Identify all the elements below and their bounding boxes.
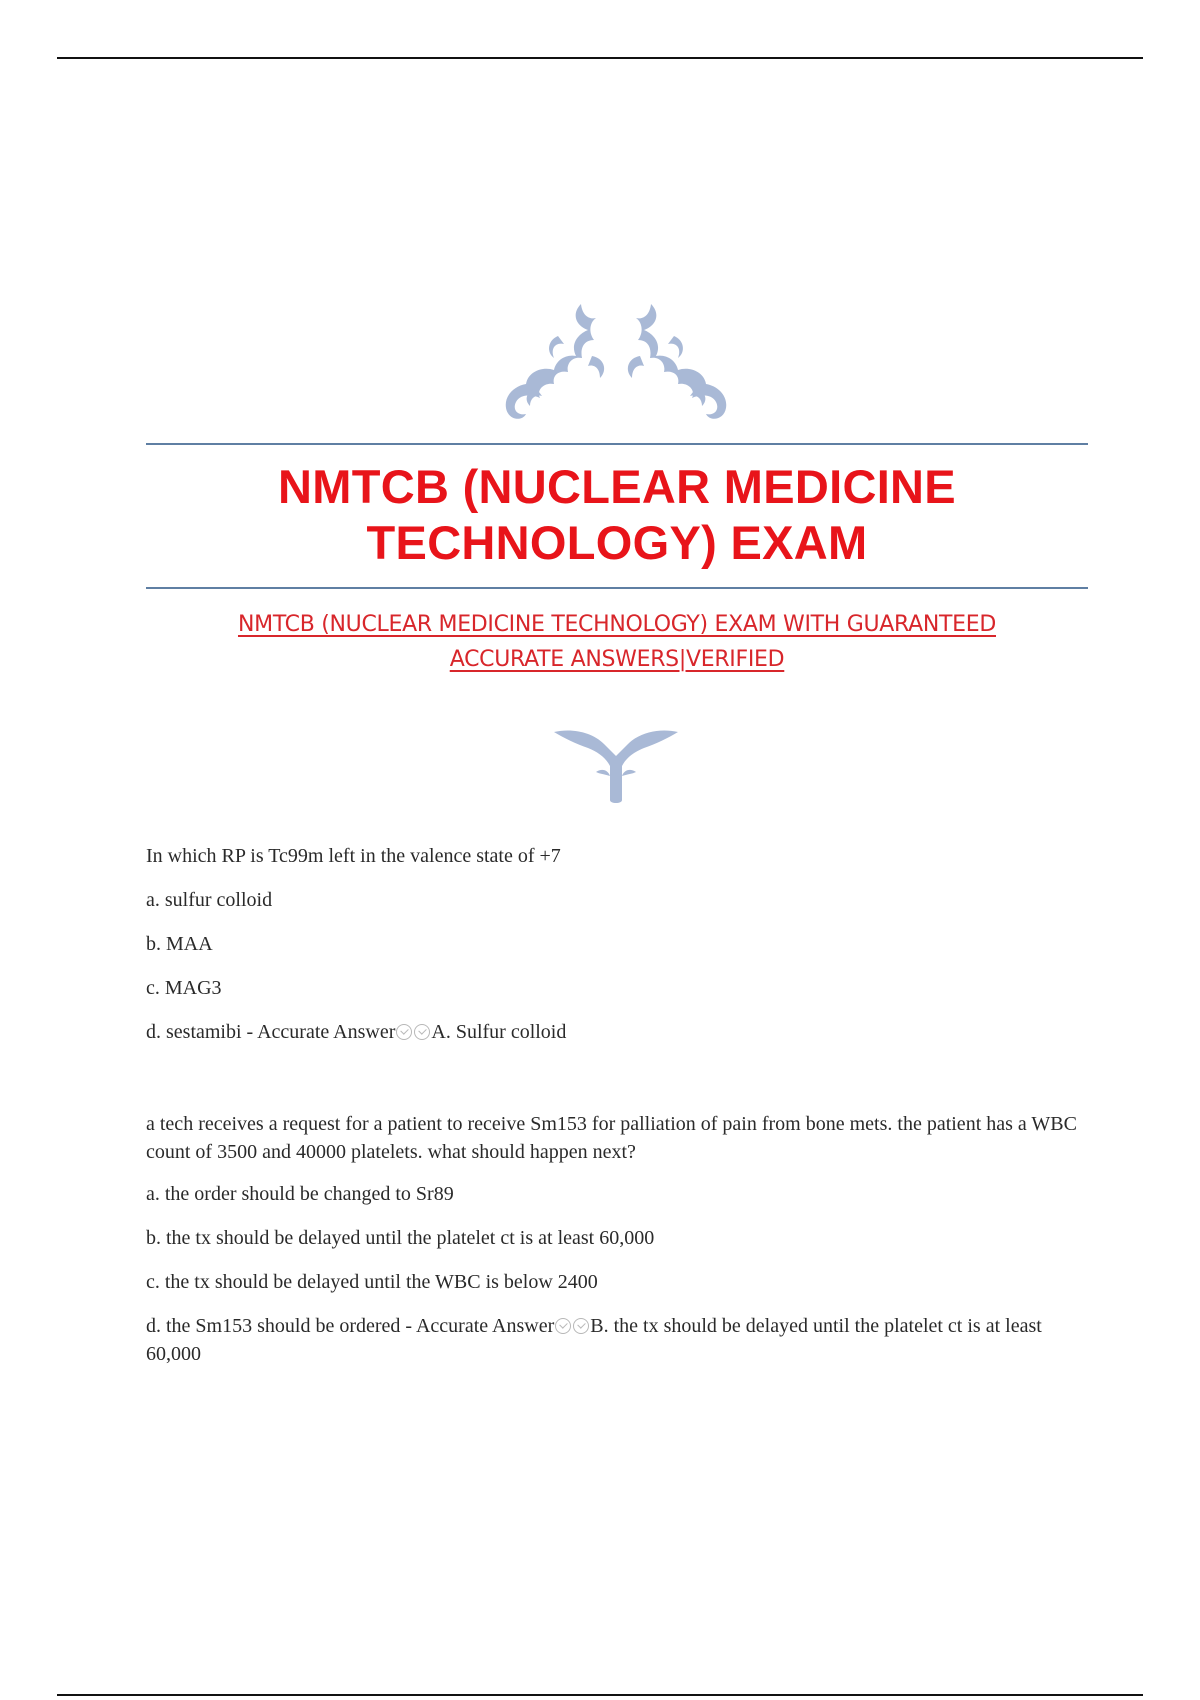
floral-flourish-icon <box>496 296 736 426</box>
correct-answer: B. the tx should be delayed until the platelet ct is at least 60,000 <box>146 1315 1042 1365</box>
answer-option: b. the tx should be delayed until the platelet ct is at least 60,000 <box>146 1227 655 1249</box>
correct-answer: A. Sulfur colloid <box>431 1021 567 1043</box>
title-line-1: NMTCB (NUCLEAR MEDICINE <box>278 460 956 513</box>
document-subtitle[interactable] <box>146 607 1088 677</box>
answer-option: a. the order should be changed to Sr89 <box>146 1183 454 1205</box>
check-circle-icon <box>396 1024 412 1040</box>
bottom-rule <box>57 1694 1143 1696</box>
answer-option: b. MAA <box>146 933 213 955</box>
question-stem: In which RP is Tc99m left in the valence state of +7 <box>146 845 561 867</box>
document-title <box>146 459 1088 571</box>
check-circle-icon <box>555 1318 571 1334</box>
floral-divider-icon <box>552 722 680 804</box>
title-line-2: TECHNOLOGY) EXAM <box>366 516 868 569</box>
question-stem: a tech receives a request for a patient to receive Sm153 for palliation of pain from bone mets. the patient has a WBC count of 3500 and 40000 platelets. what should happen next? <box>146 1113 1077 1163</box>
subtitle-line-1: NMTCB (NUCLEAR MEDICINE TECHNOLOGY) EXAM WITH GUARANTEED <box>237 612 996 637</box>
answer-option: a. sulfur colloid <box>146 889 273 911</box>
subtitle-line-2: ACCURATE ANSWERS|VERIFIED <box>449 647 785 672</box>
question-content <box>146 842 1086 1384</box>
check-circle-icon <box>414 1024 430 1040</box>
check-circle-icon <box>573 1318 589 1334</box>
question-2 <box>146 1110 1086 1368</box>
top-rule <box>57 57 1143 59</box>
answer-option-text: d. the Sm153 should be ordered - Accurate Answer <box>146 1315 555 1337</box>
title-block <box>146 443 1088 589</box>
answer-option: c. the tx should be delayed until the WBC is below 2400 <box>146 1271 598 1293</box>
answer-option-with-key <box>146 1312 1086 1368</box>
answer-option-text: d. sestamibi - Accurate Answer <box>146 1021 396 1043</box>
answer-option-with-key <box>146 1018 1086 1046</box>
answer-option: c. MAG3 <box>146 977 222 999</box>
question-1 <box>146 842 1086 1046</box>
